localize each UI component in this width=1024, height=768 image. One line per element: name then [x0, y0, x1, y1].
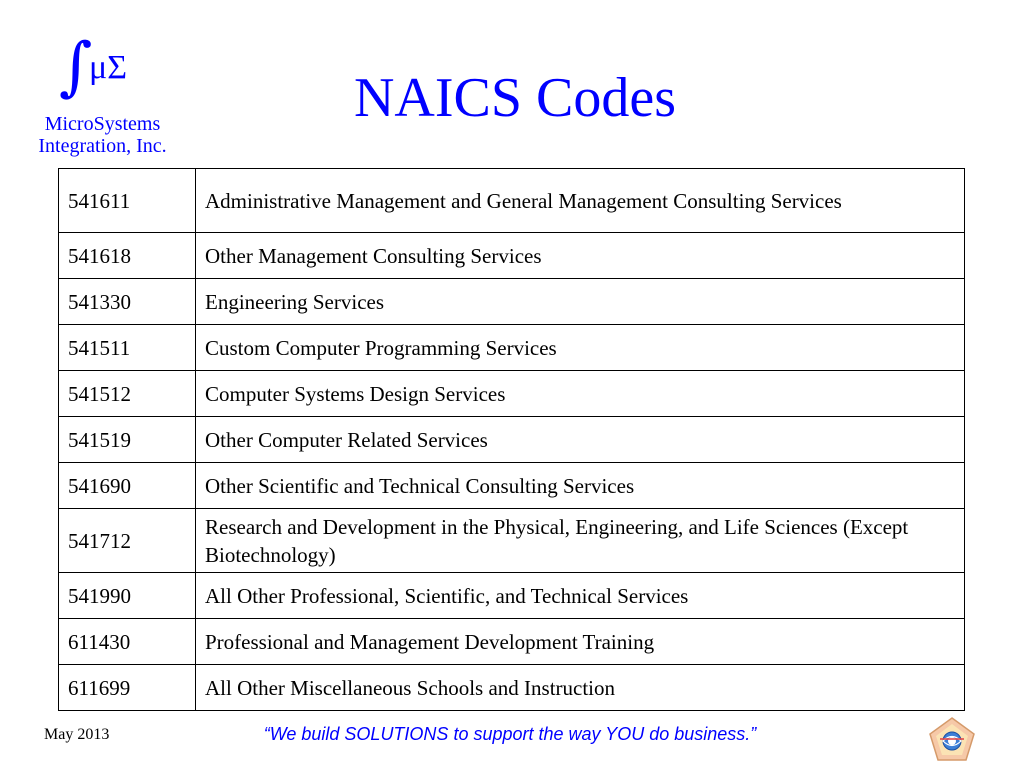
naics-description-cell: Other Computer Related Services: [196, 417, 965, 463]
naics-code-cell: 541611: [59, 169, 196, 233]
naics-description-cell: Engineering Services: [196, 279, 965, 325]
mu-sigma-icon: μΣ: [89, 49, 128, 86]
company-name-line1: MicroSystems: [44, 113, 161, 135]
page-title: NAICS Codes: [353, 67, 677, 129]
naics-description-cell: All Other Miscellaneous Schools and Instruction: [196, 665, 965, 711]
integral-icon: ∫: [59, 30, 93, 104]
table-row: [59, 325, 965, 371]
naics-description-cell: Research and Development in the Physical, Engineering, and Life Sciences (Except Biotechnology): [196, 509, 965, 573]
footer-date: May 2013: [44, 726, 110, 743]
naics-code-cell: 541690: [59, 463, 196, 509]
footer-tagline: “We build SOLUTIONS to support the way YOU do business.”: [263, 724, 757, 744]
naics-code-cell: 541990: [59, 573, 196, 619]
naics-description-cell: Other Management Consulting Services: [196, 233, 965, 279]
table-row: [59, 279, 965, 325]
table-row: [59, 169, 965, 233]
table-row: [59, 371, 965, 417]
naics-description-cell: Computer Systems Design Services: [196, 371, 965, 417]
naics-description-cell: Administrative Management and General Management Consulting Services: [196, 169, 965, 233]
naics-description-cell: Other Scientific and Technical Consulting Services: [196, 463, 965, 509]
company-name: [20, 113, 185, 157]
naics-code-cell: 611430: [59, 619, 196, 665]
table-row: [59, 619, 965, 665]
naics-code-cell: 541712: [59, 509, 196, 573]
naics-code-cell: 541330: [59, 279, 196, 325]
naics-code-cell: 541511: [59, 325, 196, 371]
table-row: [59, 665, 965, 711]
table-row: [59, 233, 965, 279]
table-row: [59, 417, 965, 463]
naics-description-cell: Custom Computer Programming Services: [196, 325, 965, 371]
naics-code-cell: 611699: [59, 665, 196, 711]
table-row: [59, 463, 965, 509]
company-logo: [55, 30, 145, 110]
company-name-line2: Integration, Inc.: [38, 135, 167, 157]
naics-description-cell: All Other Professional, Scientific, and Technical Services: [196, 573, 965, 619]
naics-code-cell: 541519: [59, 417, 196, 463]
naics-codes-table: [58, 168, 965, 711]
naics-code-cell: 541618: [59, 233, 196, 279]
pentagon-emblem-icon: [928, 716, 976, 762]
table-row: [59, 573, 965, 619]
naics-code-cell: 541512: [59, 371, 196, 417]
table-row: [59, 509, 965, 573]
naics-description-cell: Professional and Management Development Training: [196, 619, 965, 665]
